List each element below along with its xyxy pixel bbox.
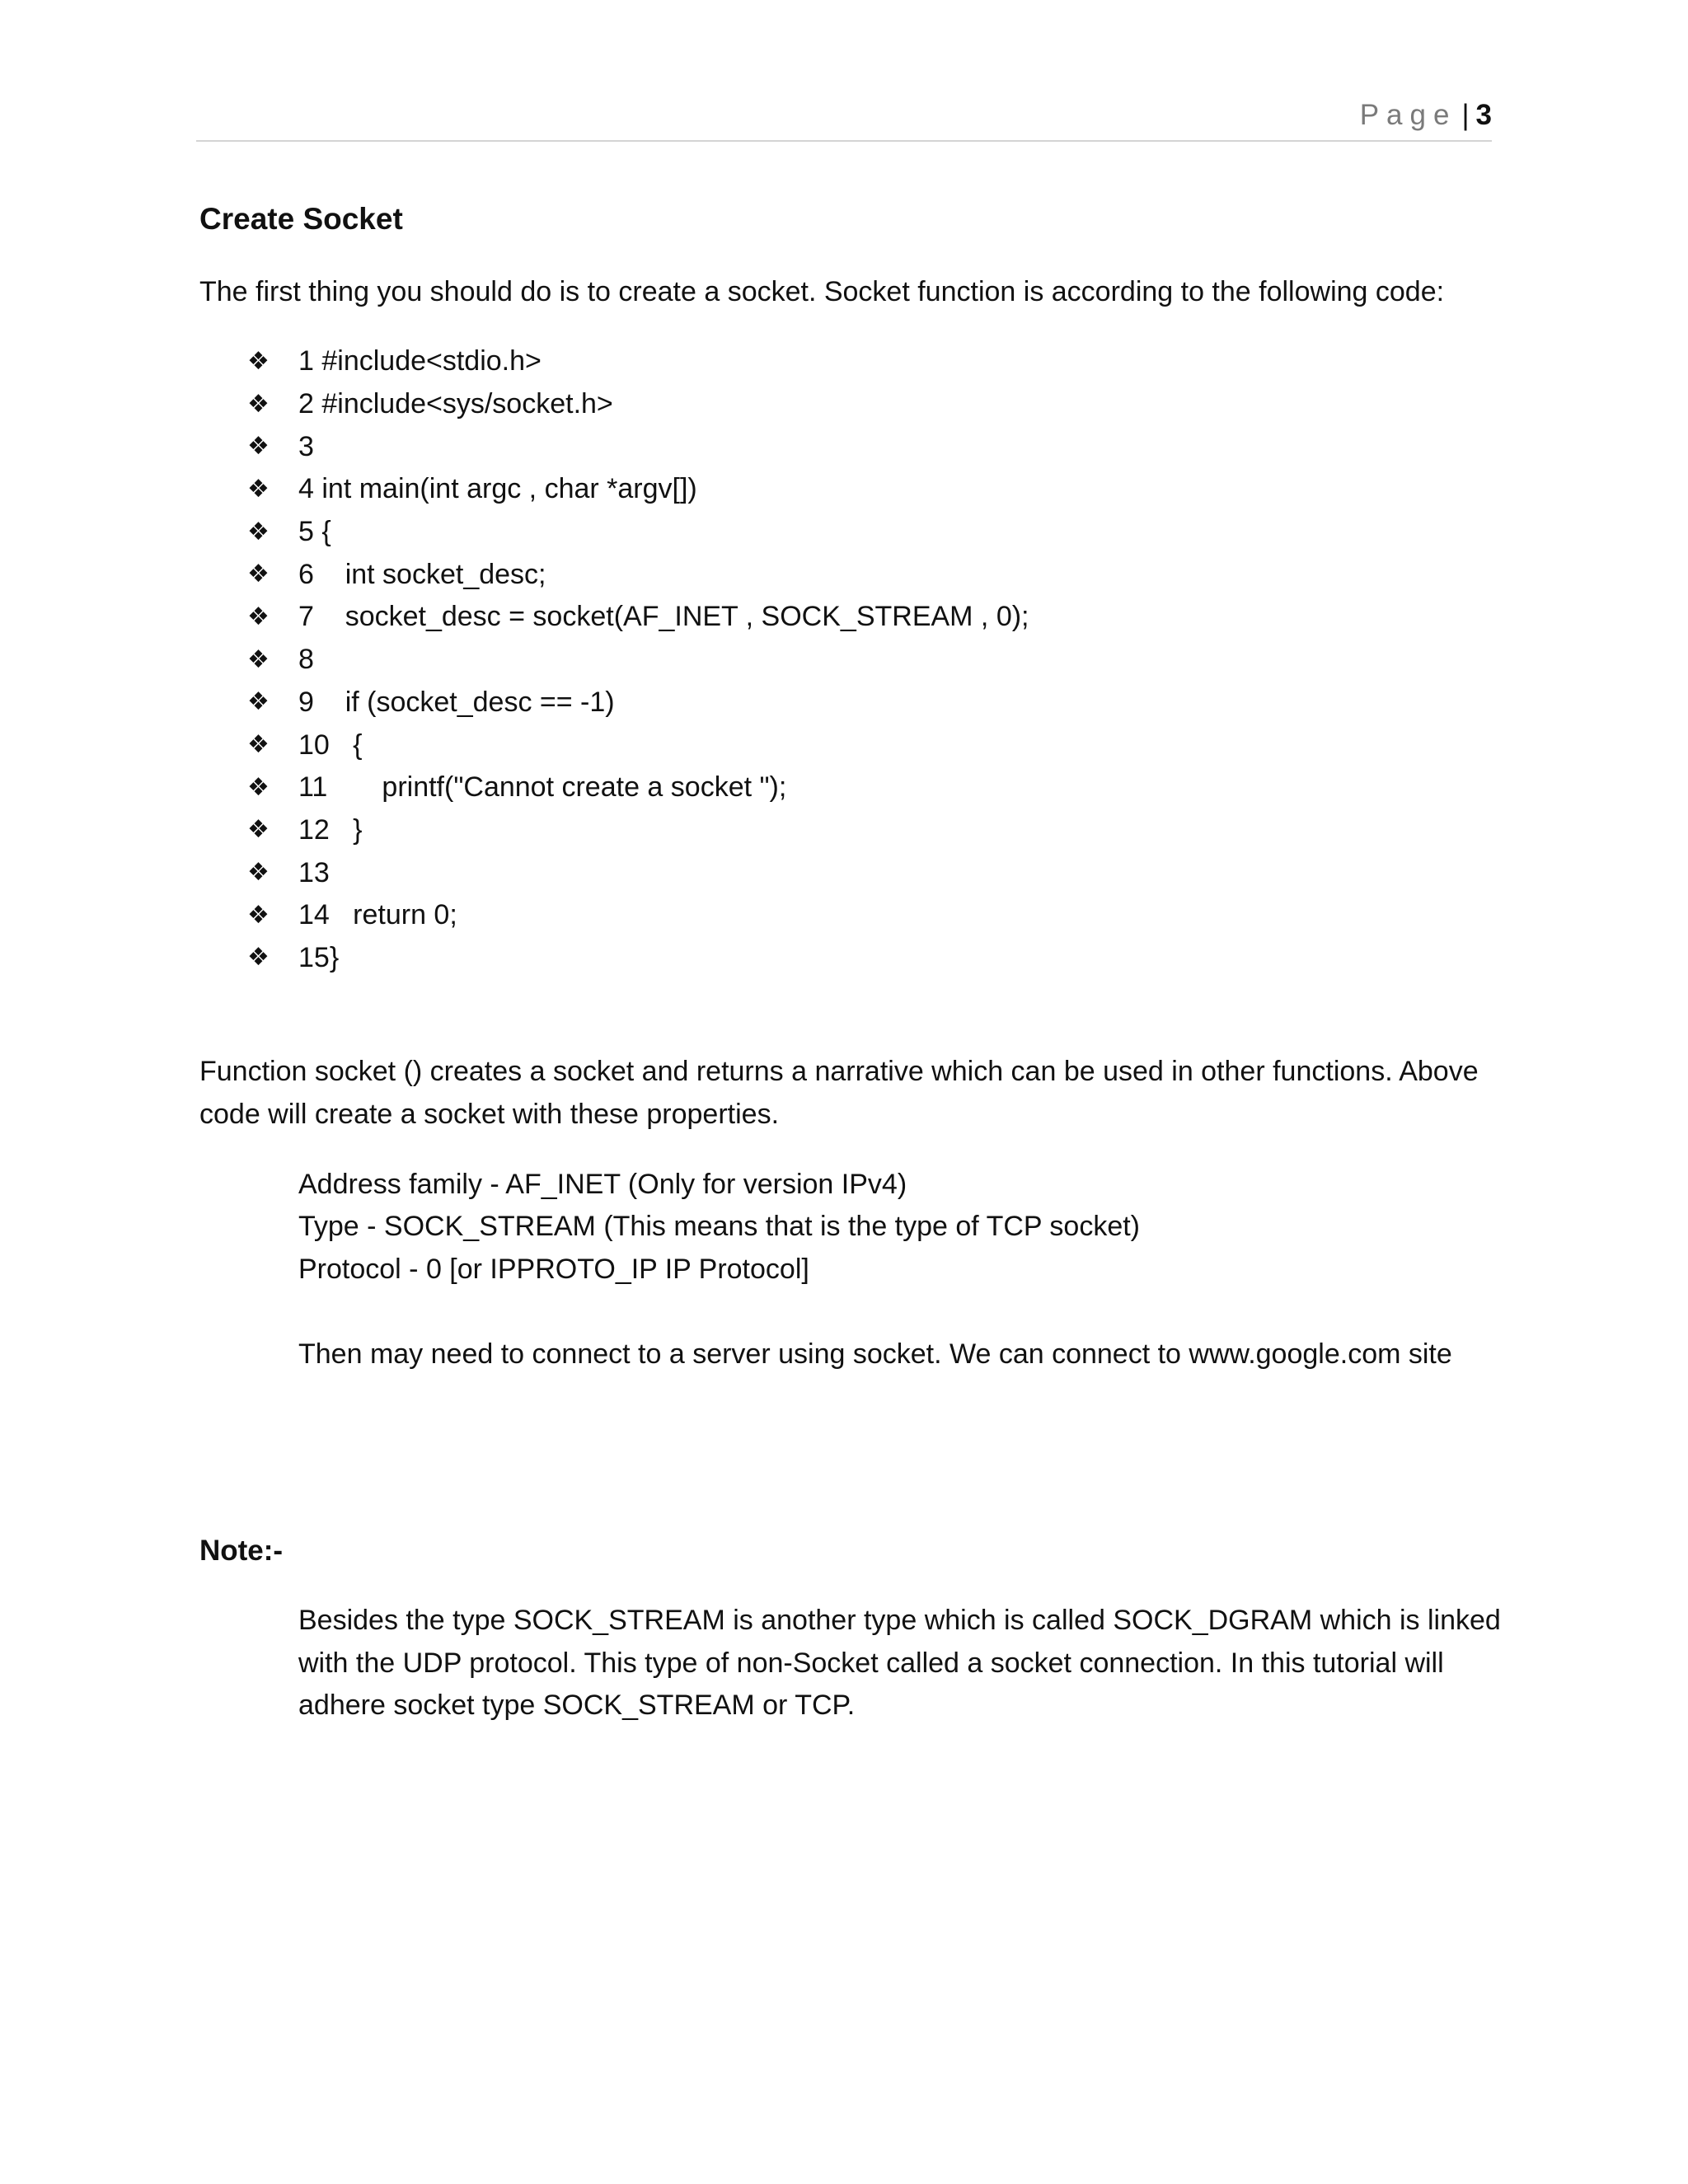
- code-line-text: 2 #include<sys/socket.h>: [298, 388, 613, 420]
- code-line-text: 4 int main(int argc , char *argv[]): [298, 473, 697, 505]
- description-line-2: code will create a socket with these properties.: [199, 1099, 780, 1130]
- code-line-text: 11 printf("Cannot create a socket ");: [298, 771, 787, 804]
- code-line: [247, 468, 1029, 511]
- code-line-text: 10 {: [298, 729, 363, 761]
- diamond-bullet-icon: ❖: [247, 858, 270, 888]
- code-line-text: 15}: [298, 941, 340, 973]
- diamond-bullet-icon: ❖: [247, 815, 270, 845]
- diamond-bullet-icon: ❖: [247, 772, 270, 802]
- code-line: [247, 766, 1029, 809]
- code-line: [247, 511, 1029, 554]
- code-line-text: 1 #include<stdio.h>: [298, 345, 542, 377]
- code-line-text: 13: [298, 856, 330, 888]
- note-title: Note:-: [199, 1535, 284, 1567]
- note-paragraph: [298, 1600, 1501, 1727]
- property-protocol: Protocol - 0 [or IPPROTO_IP IP Protocol]: [298, 1254, 809, 1285]
- connect-paragraph: Then may need to connect to a server using socket. We can connect to www.google.com site: [298, 1338, 1452, 1370]
- code-line: [247, 596, 1029, 639]
- code-line: [247, 682, 1029, 724]
- code-line: [247, 724, 1029, 766]
- page-word: Page: [1359, 99, 1457, 131]
- code-line-text: 14 return 0;: [298, 899, 457, 931]
- diamond-bullet-icon: ❖: [247, 602, 270, 631]
- note-line-1: Besides the type SOCK_STREAM is another type which is called SOCK_DGRAM which is linked: [298, 1605, 1501, 1636]
- code-line-text: 5 {: [298, 516, 331, 548]
- page-separator: |: [1461, 99, 1470, 131]
- code-line: [247, 809, 1029, 852]
- diamond-bullet-icon: ❖: [247, 432, 270, 462]
- page-number-label: [1360, 99, 1492, 132]
- page-header: [196, 96, 1492, 142]
- diamond-bullet-icon: ❖: [247, 943, 270, 972]
- diamond-bullet-icon: ❖: [247, 644, 270, 674]
- property-type: Type - SOCK_STREAM (This means that is the type of TCP socket): [298, 1211, 1140, 1242]
- code-line: [247, 639, 1029, 682]
- note-line-2: with the UDP protocol. This type of non-Socket called a socket connection. In this tutorial will: [298, 1647, 1444, 1679]
- page-number: 3: [1475, 99, 1492, 131]
- diamond-bullet-icon: ❖: [247, 560, 270, 589]
- diamond-bullet-icon: ❖: [247, 730, 270, 760]
- code-line-text: 9 if (socket_desc == -1): [298, 686, 615, 718]
- intro-paragraph: The first thing you should do is to create a socket. Socket function is according to the following code:: [199, 276, 1445, 307]
- diamond-bullet-icon: ❖: [247, 346, 270, 376]
- code-line: [247, 553, 1029, 596]
- diamond-bullet-icon: ❖: [247, 389, 270, 419]
- code-line: [247, 383, 1029, 426]
- diamond-bullet-icon: ❖: [247, 687, 270, 717]
- description-paragraph: [199, 1050, 1518, 1136]
- code-line: [247, 425, 1029, 468]
- code-line: [247, 894, 1029, 937]
- code-line: [247, 340, 1029, 383]
- code-line-text: 12 }: [298, 813, 363, 846]
- diamond-bullet-icon: ❖: [247, 474, 270, 504]
- description-line-1: Function socket () creates a socket and returns a narrative which can be used in other functions. Above: [199, 1056, 1479, 1087]
- code-listing: [247, 340, 1029, 979]
- code-line: [247, 851, 1029, 894]
- property-address-family: Address family - AF_INET (Only for version IPv4): [298, 1169, 907, 1200]
- note-line-3: adhere socket type SOCK_STREAM or TCP.: [298, 1690, 856, 1721]
- code-line-text: 7 socket_desc = socket(AF_INET , SOCK_STREAM , 0);: [298, 601, 1029, 633]
- code-line: [247, 937, 1029, 980]
- code-line-text: 8: [298, 644, 314, 676]
- section-title: Create Socket: [199, 202, 403, 236]
- code-line-text: 3: [298, 430, 314, 462]
- code-line-text: 6 int socket_desc;: [298, 558, 546, 590]
- diamond-bullet-icon: ❖: [247, 517, 270, 546]
- diamond-bullet-icon: ❖: [247, 900, 270, 930]
